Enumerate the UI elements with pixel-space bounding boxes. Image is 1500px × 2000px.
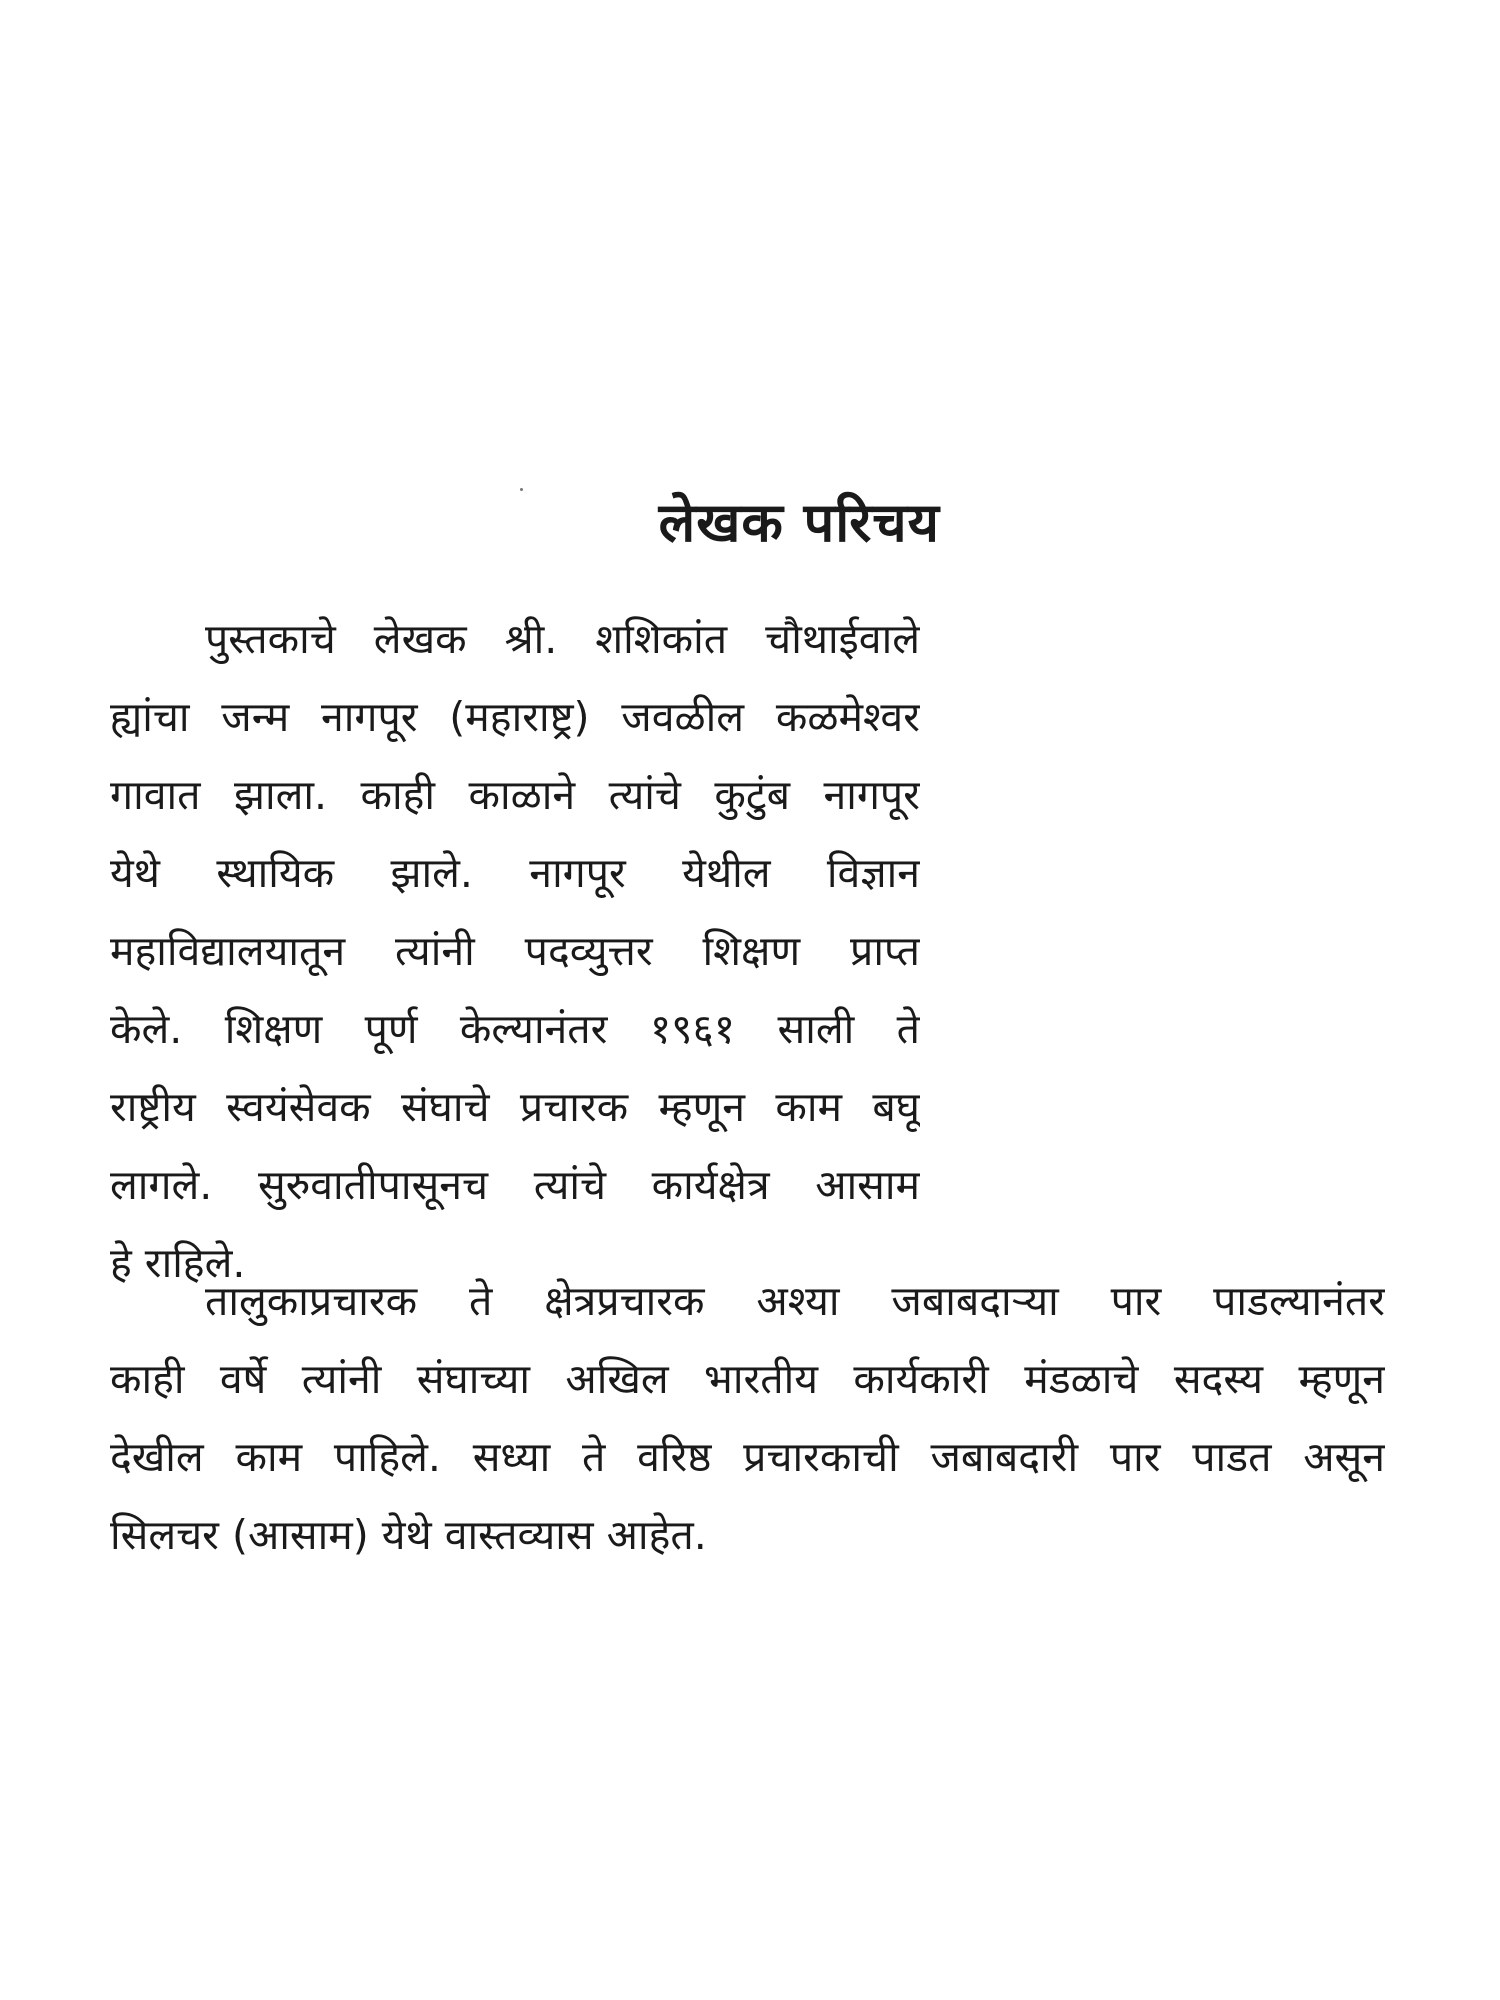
paragraph-line: सिलचर (आसाम) येथे वास्तव्यास आहेत.: [110, 1511, 707, 1559]
paragraph-line: राष्ट्रीय स्वयंसेवक संघाचे प्रचारक म्हणून काम बघू: [110, 1083, 920, 1131]
paragraph-line: गावात झाला. काही काळाने त्यांचे कुटुंब नागपूर: [110, 771, 920, 819]
paragraph-line: पुस्तकाचे लेखक श्री. शशिकांत चौथाईवाले: [205, 615, 920, 663]
print-speck: [520, 488, 523, 491]
paragraph-line: हे राहिले.: [110, 1239, 246, 1287]
paragraph-line: तालुकाप्रचारक ते क्षेत्रप्रचारक अश्या जबाबदाऱ्या पार पाडल्यानंतर: [205, 1277, 1385, 1325]
paragraph-line: महाविद्यालयातून त्यांनी पदव्युत्तर शिक्षण प्राप्त: [110, 927, 920, 975]
paragraph-author-background: [110, 600, 920, 1302]
paragraph-line: केले. शिक्षण पूर्ण केल्यानंतर १९६१ साली ते: [110, 1005, 920, 1053]
paragraph-line: येथे स्थायिक झाले. नागपूर येथील विज्ञान: [110, 849, 920, 897]
paragraph-author-career: [110, 1262, 1385, 1574]
paragraph-line: लागले. सुरुवातीपासूनच त्यांचे कार्यक्षेत्र आसाम: [110, 1161, 920, 1209]
page-title: लेखक परिचय: [658, 491, 940, 554]
paragraph-line: काही वर्षे त्यांनी संघाच्या अखिल भारतीय कार्यकारी मंडळाचे सदस्य म्हणून: [110, 1355, 1385, 1403]
paragraph-line: देखील काम पाहिले. सध्या ते वरिष्ठ प्रचारकाची जबाबदारी पार पाडत असून: [110, 1433, 1385, 1481]
paragraph-line: ह्यांचा जन्म नागपूर (महाराष्ट्र) जवळील कळमेश्वर: [110, 693, 920, 741]
